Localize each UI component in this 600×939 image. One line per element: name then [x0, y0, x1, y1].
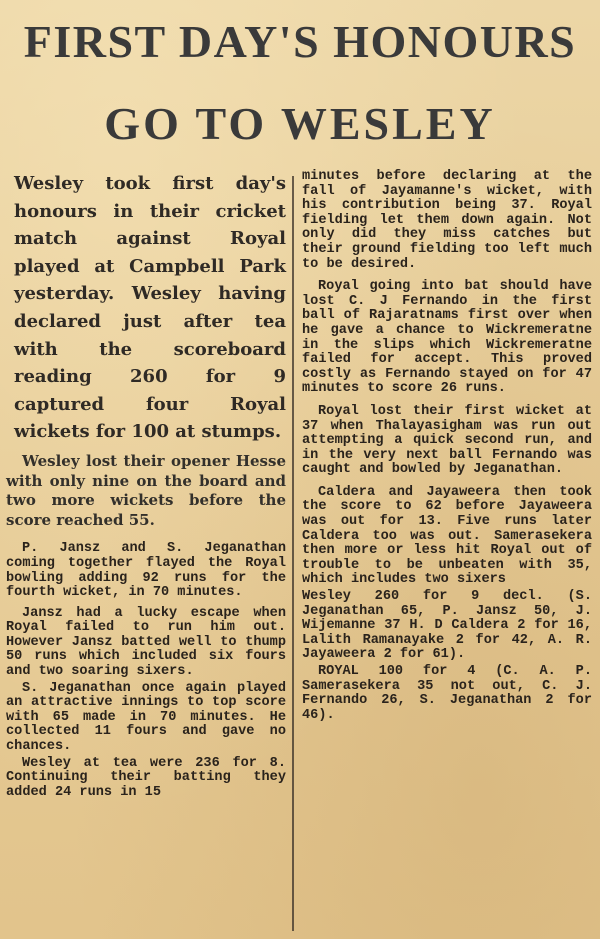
- article-paragraph: P. Jansz and S. Jeganathan coming together flayed the Royal bowling adding 92 runs for the fourth wicket, in 70 minutes.: [6, 541, 286, 601]
- right-column: [302, 170, 592, 723]
- left-column: [6, 170, 286, 800]
- lead-paragraph: Wesley took first day's honours in their cricket match against Royal played at Campbell Park yesterday. Wesley having declared just after tea with the scoreboard reading 260 for 9 captured four Royal wickets for 100 at stumps.: [14, 173, 286, 443]
- article-paragraph: Jansz had a lucky escape when Royal failed to run him out. However Jansz batted well to thump 50 runs which included six fours and two soaring sixers.: [6, 605, 286, 680]
- article-paragraph: Royal going into bat should have lost C. J Fernando in the first ball of Rajaratnams first over when he gave a chance to Wickremeratne in the slips which Wickremeratne failed for accept. This proved costly as Fernando stayed on for 47 minutes to score 26 runs.: [302, 279, 592, 397]
- article-paragraph: Royal lost their first wicket at 37 when Thalayasigham was run out attempting a quick second run, and in the very next ball Fernando was caught and bowled by Jeganathan.: [302, 403, 592, 478]
- article-paragraph: Caldera and Jayaweera then took the score to 62 before Jayaweera was out for 13. Five runs later Caldera too was out. Samerasekera then more or less hit Royal out of trouble to be unbeaten with 35, which includes two sixers: [302, 484, 592, 588]
- article-paragraph: S. Jeganathan once again played an attractive innings to top score with 65 made in 70 minutes. He collected 11 fours and gave no chances.: [6, 680, 286, 755]
- article-paragraph: Wesley at tea were 236 for 8. Continuing their batting they added 24 runs in 15: [6, 755, 286, 800]
- headline-line-2: GO TO WESLEY: [104, 98, 496, 149]
- headline-line-1: FIRST DAY'S HONOURS: [23, 16, 577, 67]
- column-divider: [292, 176, 294, 931]
- scorecard-wesley: Wesley 260 for 9 decl. (S. Jeganathan 65, P. Jansz 50, J. Wijemanne 37 H. D Caldera 2 for 16, Lalith Ramanayake 2 for 42, A. R. Jayaweera 2 for 61).: [302, 589, 592, 663]
- article-paragraph: Wesley lost their opener Hesse with only nine on the board and two more wickets before the score reached 55.: [6, 451, 286, 529]
- article-paragraph: minutes before declaring at the fall of Jayamanne's wicket, with his contribution being 37. Royal fielding let them down again. Not only did they miss catches but their ground fielding too left much to be desired.: [302, 169, 592, 272]
- scorecard-royal: ROYAL 100 for 4 (C. A. P. Samerasekera 35 not out, C. J. Fernando 26, S. Jeganathan 2 for 46).: [302, 664, 592, 723]
